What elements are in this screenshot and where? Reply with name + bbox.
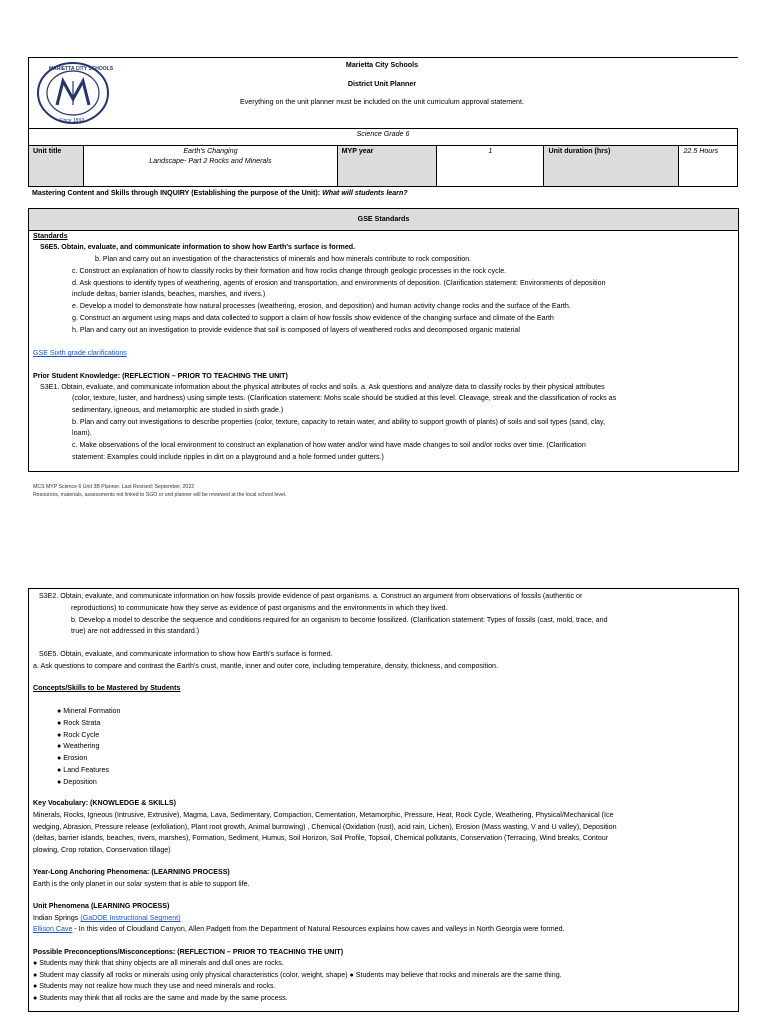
- concepts-list: [57, 706, 120, 789]
- unit-title-label: Unit title: [29, 146, 84, 187]
- yearlong-text: Earth is the only planet in our solar system that is able to support life.: [33, 880, 250, 888]
- s3e2-line-2: reproductions) to communicate how they serve as evidence of past organisms and the environments in which they lived.: [71, 604, 448, 612]
- footer-revised: MCS MYP Science 6 Unit 3B Planner. Last Revised: September, 2022: [33, 484, 195, 490]
- concepts-label: Concepts/Skills to be Mastered by Students: [33, 684, 181, 692]
- concept-4: Weathering: [63, 742, 100, 751]
- indian-springs: Indian Springs: [33, 914, 79, 922]
- vocab-line-4: plowing, Crop rotation, Conservation tillage): [33, 846, 171, 854]
- list-item: ● Weathering: [57, 742, 100, 751]
- unit-title-value: [84, 146, 337, 187]
- s3e1-line-7: statement: Examples could include ripples in dirt on a playground and a hole formed under gutters.): [72, 453, 384, 461]
- s3e2-line-3: b. Develop a model to describe the sequence and conditions required for an organism to become fossilized. (Clarification statement: Types of fossils (cast, mold, trace, and: [71, 616, 608, 624]
- gse-standards-box: [28, 208, 739, 472]
- precon-line-4: ● Students may think that all rocks are the same and made by the same process.: [33, 994, 288, 1002]
- s6e5-g: g. Construct an argument using maps and data collected to support a claim of how fossils show evidence of the changing surface and climate of the Earth: [72, 314, 554, 322]
- vocab-label: Key Vocabulary: (KNOWLEDGE & SKILLS): [33, 799, 176, 807]
- list-item: ● Rock Strata: [57, 718, 101, 727]
- concept-1: Mineral Formation: [63, 707, 121, 715]
- concept-7: Deposition: [63, 777, 97, 786]
- mastering-line: [32, 188, 408, 199]
- course-title: Science Grade 6: [29, 129, 738, 146]
- concept-3: Rock Cycle: [63, 730, 100, 739]
- precon-line-3: ● Students may not realize how much they use and need minerals and rocks.: [33, 982, 276, 990]
- header-table: [28, 57, 738, 187]
- s3e1-line-3: sedimentary, igneous, and metamorphic are studied in sixth grade.): [72, 406, 284, 414]
- ellison-cave-link[interactable]: Ellison Cave: [33, 925, 73, 933]
- mastering-label: Mastering Content and Skills through INQUIRY (Establishing the purpose of the Unit):: [32, 189, 321, 197]
- precon-line-2: ● Student may classify all rocks or minerals using only physical characteristics (color, weight, shape) ● Students may believe that rocks and minerals are the same thing.: [33, 971, 562, 979]
- list-item: ● Rock Cycle: [57, 730, 100, 739]
- unit-phenomena-label: Unit Phenomena (LEARNING PROCESS): [33, 902, 170, 910]
- precon-line-1: ● Students may think that shiny objects are all minerals and dull ones are rocks.: [33, 959, 284, 967]
- list-item: ● Erosion: [57, 754, 88, 763]
- planner-note: Everything on the unit planner must be included on the unit curriculum approval statement.: [240, 98, 524, 106]
- gse-clarifications-link[interactable]: GSE Sixth grade clarifications: [33, 349, 127, 357]
- myp-year-value: 1: [437, 146, 544, 187]
- s3e1-line-2: (color, texture, luster, and hardness) using simple tests. (Clarification statement: Mohs scale should be studied at this level. Cleavage, streak and the classification of rocks as: [72, 394, 617, 402]
- s6e5-b: b. Plan and carry out an investigation of the characteristics of minerals and how minerals contribute to rock composition.: [95, 255, 472, 263]
- duration-label: Unit duration (hrs): [544, 146, 679, 186]
- indian-springs-line: [33, 913, 180, 924]
- concept-5: Erosion: [63, 754, 88, 763]
- s6e5-d: d. Ask questions to identify types of weathering, agents of erosion and transportation, and environments of deposition. (Clarification statement: Environments of deposition: [72, 279, 606, 287]
- planner-title: District Unit Planner: [347, 80, 417, 88]
- s3e2-line-1: S3E2. Obtain, evaluate, and communicate information on how fossils provide evidence of past organisms. a. Construct an argument from observations of fossils (authentic or: [39, 592, 583, 600]
- concept-2: Rock Strata: [63, 718, 101, 727]
- s6e5-h: h. Plan and carry out an investigation to provide evidence that soil is composed of layers of weathered rocks and decomposed organic material: [72, 326, 520, 334]
- gse-heading: GSE Standards: [29, 209, 738, 231]
- s3e1-line-6: c. Make observations of the local environment to construct an explanation of how water and/or wind have made changes to soil and/or rocks over time. (Clarification: [72, 441, 586, 449]
- school-name: Marietta City Schools: [345, 61, 419, 69]
- vocab-line-3: (deltas, barrier islands, beaches, rivers, marshes), Formation, Sediment, Humus, Soil Horizon, Soil Profile, Topsoil, Chemical pollutants, Conservation (Terracing, Wind breaks, Contour: [33, 834, 609, 842]
- s3e1-line-4: b. Plan and carry out investigations to describe properties (color, texture, capacity to retain water, and ability to support growth of plants) of soils and soil types (sand, clay,: [72, 418, 605, 426]
- s6e5-e: e. Develop a model to demonstrate how natural processes (weathering, erosion, and deposition) and human activity change rocks and the surface of the Earth.: [72, 302, 571, 310]
- gadoe-link[interactable]: (GaDOE Instructional Segment): [80, 914, 181, 922]
- footer-resources: Resources, materials, assessments not linked to SGO or unit planner will be reviewed at the local school level.: [33, 492, 287, 498]
- unit-title-line2: Landscape- Part 2 Rocks and Minerals: [149, 157, 272, 165]
- myp-year-label: MYP year: [337, 146, 437, 187]
- page-2-box: [28, 588, 739, 1012]
- s3e1-line-5: loam).: [72, 429, 92, 437]
- logo-text: MARIETTA CITY SCHOOLS: [49, 66, 114, 72]
- yearlong-label: Year-Long Anchoring Phenomena: (LEARNING PROCESS): [33, 868, 230, 876]
- concept-6: Land Features: [63, 765, 110, 774]
- s3e1-line-1: S3E1. Obtain, evaluate, and communicate information about the physical attributes of rocks and soils. a. Ask questions and analyze data to classify rocks by their physical attributes: [40, 383, 605, 391]
- vocab-line-2: wedging, Abrasion, Pressure release (exfoliation), Plant root growth, Animal burrowing) , Chemical (Oxidation (rust), acid rain, Lichen), Erosion (Mass wasting, V and U valley), Deposition: [33, 823, 617, 831]
- list-item: ● Land Features: [57, 765, 110, 774]
- s3e2-line-4: true) are not addressed in this standard.): [71, 627, 200, 635]
- standards-label: Standards: [33, 232, 68, 240]
- ellison-line: [33, 924, 565, 935]
- s6e5-c: c. Construct an explanation of how to classify rocks by their formation and how rocks change through geologic processes in the rock cycle.: [72, 267, 507, 275]
- s6e5-line: S6E5. Obtain, evaluate, and communicate information to show how Earth's surface is formed.: [39, 650, 333, 658]
- ellison-text: - In this video of Cloudland Canyon, Allen Padgett from the Department of Natural Resources explains how caves and valleys in North Georgia were formed.: [72, 925, 565, 933]
- s6e5-d-cont: include deltas, barrier islands, beaches, marshes, and rivers.): [72, 290, 266, 298]
- mastering-question: What will students learn?: [322, 189, 408, 197]
- duration-value: 22.5 Hours: [683, 147, 719, 155]
- prior-knowledge-label: Prior Student Knowledge: (REFLECTION – PRIOR TO TEACHING THE UNIT): [33, 372, 288, 380]
- logo-since: Since 1892: [59, 118, 85, 124]
- s6e5-a: a. Ask questions to compare and contrast the Earth's crust, mantle, inner and outer core, including temperature, density, thickness, and composition.: [33, 662, 498, 670]
- preconceptions-label: Possible Preconceptions/Misconceptions: (REFLECTION – PRIOR TO TEACHING THE UNIT): [33, 948, 344, 956]
- list-item: ● Mineral Formation: [57, 707, 121, 715]
- s6e5-standard: S6E5. Obtain, evaluate, and communicate information to show how Earth's surface is formed.: [40, 243, 356, 251]
- list-item: ● Deposition: [57, 777, 97, 786]
- vocab-line-1: Minerals, Rocks, Igneous (Intrusive, Extrusive), Magma, Lava, Sedimentary, Compaction, Cementation, Metamorphic, Pressure, Heat, Rock Cycle, Weathering, Physical/Mechanical (Ice: [33, 811, 614, 819]
- unit-title-line1: Earth's Changing: [183, 147, 238, 155]
